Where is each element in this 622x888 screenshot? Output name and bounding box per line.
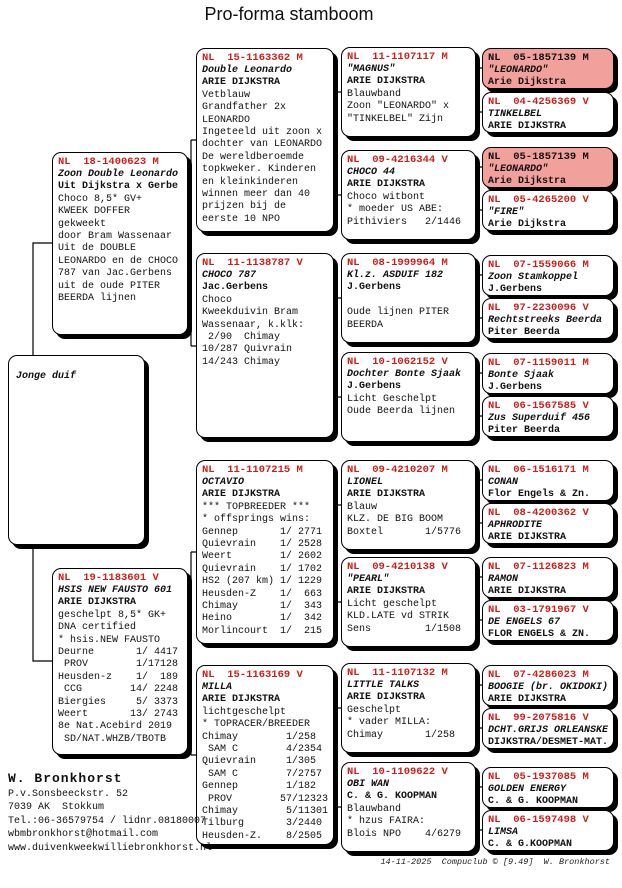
pigeon-name: "MAGNUS" — [347, 64, 396, 75]
ring-number: NL 08-1999964 M — [347, 257, 448, 269]
box-line: Deurne 1/ 4417 — [58, 647, 179, 659]
ring-number: NL 99-2075816 V — [488, 712, 589, 724]
box-gggp-10[interactable] — [482, 503, 614, 544]
ring-number: NL 15-1163362 M — [202, 52, 303, 64]
box-line: * moeder US ABE: — [347, 204, 444, 216]
box-ggp-5[interactable] — [341, 460, 476, 550]
box-line: 8e Nat.Acebird 2019 — [58, 721, 173, 733]
box-line: Gennep 1/182 — [202, 781, 317, 793]
pigeon-owner: ARIE DIJKSTRA — [347, 692, 426, 704]
box-line: Blois NPO 4/6279 — [347, 828, 462, 840]
ring-number: NL 11-1107215 M — [202, 464, 303, 476]
pigeon-name: "PEARL" — [347, 574, 390, 585]
box-line: Blauwband — [347, 803, 402, 815]
box-line: Heusden-Z. 8/2505 — [202, 830, 323, 842]
box-gggp-3[interactable] — [482, 147, 614, 188]
box-line: en kleinkinderen — [202, 176, 299, 188]
pigeon-name: "FIRE" — [488, 207, 525, 218]
ring-number: NL 10-1062152 V — [347, 356, 448, 368]
ring-number: NL 10-1109622 V — [347, 766, 448, 778]
box-line: Oude Beerda lijnen — [347, 406, 456, 418]
pigeon-name: CHOCO 44 — [347, 167, 396, 178]
box-gp-2[interactable] — [196, 253, 334, 438]
pigeon-name: Dochter Bonte Sjaak — [347, 369, 462, 380]
box-gggp-11[interactable] — [482, 557, 614, 598]
box-line: Quievrain 1/ 1702 — [202, 563, 323, 575]
box-line: eerste 10 NPO — [202, 213, 281, 225]
pigeon-name: LIMSA — [488, 827, 519, 838]
pigeon-owner: ARIE DIJKSTRA — [347, 489, 426, 501]
pigeon-name: OCTAVIO — [202, 477, 245, 488]
box-line: Blauw — [347, 501, 378, 513]
pigeon-name: LITTLE TALKS — [347, 680, 420, 691]
box-ggp-3[interactable] — [341, 253, 476, 343]
pigeon-name: GOLDEN ENERGY — [488, 784, 567, 795]
footer-credit: 14-11-2025 Compuclub © [9.49] W. Bronkhorst — [380, 857, 610, 867]
box-line: wbmbronkhorst@hotmail.com — [8, 829, 159, 841]
ring-number: NL 09-4216344 V — [347, 154, 448, 166]
pigeon-name: DE ENGELS 67 — [488, 617, 561, 628]
box-line: De wereldberoemde — [202, 151, 305, 163]
pigeon-owner: C. & G. KOOPMAN — [488, 796, 579, 808]
box-line: KLD.LATE vd STRIK — [347, 611, 450, 623]
box-line: * hsis.NEW FAUSTO — [58, 634, 161, 646]
ring-number: NL 06-1516171 M — [488, 464, 589, 476]
box-line: Chimay 5/11301 — [202, 806, 329, 818]
pigeon-name: "LEONARDO" — [488, 65, 549, 76]
box-sire[interactable] — [52, 152, 188, 335]
ring-number: NL 05-1937085 M — [488, 771, 589, 783]
box-gggp-4[interactable] — [482, 190, 614, 231]
box-line: Heusden-z 1/ 189 — [58, 671, 179, 683]
box-gggp-13[interactable] — [482, 665, 614, 706]
box-line: Pithiviers 2/1446 — [347, 216, 462, 228]
box-line: Chimay 1/258 — [347, 729, 456, 741]
pigeon-name: Bonte Sjaak — [488, 370, 555, 381]
ring-number: NL 05-1857139 M — [488, 52, 589, 64]
pigeon-owner: ARIE DIJKSTRA — [202, 694, 281, 706]
pigeon-owner: Flor Engels & Zn. — [488, 489, 591, 501]
pigeon-owner: J.Gerbens — [347, 282, 402, 294]
box-line: Geschelpt — [347, 704, 402, 716]
pigeon-name: DCHT.GRIJS ORLEANSKE — [488, 725, 609, 736]
ring-number: NL 05-4265200 V — [488, 194, 589, 206]
pigeon-name: Zus Superduif 456 — [488, 413, 591, 424]
box-gggp-7[interactable] — [482, 353, 614, 394]
box-ggp-2[interactable] — [341, 150, 476, 240]
pigeon-owner: C. & G. KOOPMAN — [347, 791, 438, 803]
box-line: LEONARDO — [202, 114, 251, 126]
ring-number: NL 06-1597498 V — [488, 814, 589, 826]
pigeon-owner: DIJKSTRA/DESMET-MAT. — [488, 737, 609, 749]
ring-number: NL 07-1126823 M — [488, 561, 589, 573]
box-gggp-9[interactable] — [482, 460, 614, 501]
pigeon-name: HSIS NEW FAUSTO 601 — [58, 585, 173, 596]
box-line: Vetblauw — [202, 89, 251, 101]
ring-number: NL 15-1163169 V — [202, 669, 303, 681]
box-line: prijzen bij de — [202, 201, 287, 213]
box-line: 2/90 Chimay — [202, 332, 281, 344]
pigeon-owner: FLOR ENGELS & ZN. — [488, 629, 591, 641]
pigeon-name: Double Leonardo — [202, 65, 293, 76]
box-line: Licht geschelpt — [347, 598, 438, 610]
pigeon-name: Zoon Stamkoppel — [488, 272, 579, 283]
box-ggp-6[interactable] — [341, 557, 476, 647]
box-line: Tilburg 3/2440 — [202, 818, 323, 830]
box-line: topkweker. Kinderen — [202, 164, 317, 176]
box-line: *** TOPBREEDER *** — [202, 501, 311, 513]
pigeon-owner: ARIE DIJKSTRA — [347, 76, 426, 88]
box-line: 10/287 Quivrain — [202, 344, 293, 356]
box-line: Gennep 1/ 2771 — [202, 526, 323, 538]
box-line: CCG 14/ 2248 — [58, 684, 179, 696]
subject-label: Jonge duif — [16, 371, 77, 382]
ring-number: NL 06-1567585 V — [488, 400, 589, 412]
box-line: HS2 (207 km) 1/ 1229 — [202, 576, 323, 588]
box-line: Kweekduivin Bram — [202, 307, 299, 319]
ring-number: NL 07-1159011 M — [488, 357, 589, 369]
pigeon-name: TINKELBEL — [488, 109, 543, 120]
box-gggp-8[interactable] — [482, 396, 614, 437]
box-line: Choco witbont — [347, 191, 426, 203]
pigeon-owner: ARIE DIJKSTRA — [488, 694, 567, 706]
box-line: PROV 1/17128 — [58, 659, 179, 671]
pigeon-owner: ARIE DIJKSTRA — [488, 532, 567, 544]
pigeon-owner: ARIE DIJKSTRA — [58, 597, 137, 609]
ring-number: NL 05-1857139 M — [488, 151, 589, 163]
pigeon-name: "LEONARDO" — [488, 164, 549, 175]
box-ggp-4[interactable] — [341, 352, 476, 442]
box-line: * vader MILLA: — [347, 717, 432, 729]
pigeon-name: APHRODITE — [488, 520, 543, 531]
pigeon-name: CONAN — [488, 477, 519, 488]
ring-number: NL 07-1559066 M — [488, 259, 589, 271]
box-line: 14/243 Chimay — [202, 356, 281, 368]
box-gggp-14[interactable] — [482, 708, 614, 749]
box-line: P.v.Sonsbeeckstr. 52 — [8, 789, 129, 800]
box-line: Weert 13/ 2743 — [58, 709, 179, 721]
box-line: door Bram Wassenaar — [58, 231, 173, 243]
owner-name: W. Bronkhorst — [8, 771, 123, 786]
pigeon-name: BOOGIE (br. OKIDOKI) — [488, 682, 609, 693]
box-line: winnen meer dan 40 — [202, 189, 311, 201]
pigeon-owner: ARIE DIJKSTRA — [202, 489, 281, 501]
pigeon-owner: Jac.Gerbens — [202, 282, 269, 294]
pigeon-name: OBI WAN — [347, 779, 390, 790]
pigeon-owner: C. & G.KOOPMAN — [488, 839, 573, 851]
box-gggp-5[interactable] — [482, 255, 614, 296]
pigeon-owner: ARIE DIJKSTRA — [347, 586, 426, 598]
ring-number: NL 97-2230096 V — [488, 302, 589, 314]
pigeon-owner: J.Gerbens — [488, 382, 543, 394]
box-line: Uit de DOUBLE — [58, 243, 137, 255]
box-line: Heino 1/ 342 — [202, 613, 323, 625]
box-gggp-15[interactable] — [482, 767, 614, 808]
ring-number: NL 07-4286023 M — [488, 669, 589, 681]
ring-number: NL 11-1107117 M — [347, 51, 448, 63]
pigeon-owner: J.Gerbens — [488, 284, 543, 296]
box-line: Quievrain 1/ 2528 — [202, 539, 323, 551]
box-gggp-1[interactable] — [482, 48, 614, 89]
box-line: uit de oude PITER — [58, 280, 161, 292]
pigeon-owner: Piter Beerda — [488, 327, 561, 339]
box-line: SD/NAT.WHZB/TBOTB — [58, 733, 167, 745]
box-ggp-7[interactable] — [341, 663, 476, 753]
box-line: KLZ. DE BIG BOOM — [347, 514, 444, 526]
box-line: Sens 1/1508 — [347, 623, 462, 635]
box-gggp-12[interactable] — [482, 600, 614, 641]
box-line: Choco — [202, 294, 233, 306]
box-line: Zoon "LEONARDO" x — [347, 101, 450, 113]
box-dam[interactable] — [52, 568, 188, 755]
box-ggp-8[interactable] — [341, 762, 476, 852]
box-line: Heusden-Z 1/ 663 — [202, 588, 323, 600]
ring-number: NL 09-4210207 M — [347, 464, 448, 476]
ring-number: NL 09-4210138 V — [347, 561, 448, 573]
box-gggp-6[interactable] — [482, 298, 614, 339]
ring-number: NL 19-1183601 V — [58, 572, 159, 584]
pigeon-name: MILLA — [202, 682, 233, 693]
pigeon-owner: ARIE DIJKSTRA — [488, 121, 567, 133]
box-line: Tel.:06-36579754 / lidnr.08180007 — [8, 815, 207, 827]
box-line: dochter van LEONARDO — [202, 139, 323, 151]
box-gp-3[interactable] — [196, 460, 334, 644]
pigeon-name: RAMON — [488, 574, 519, 585]
pigeon-name: CHOCO 787 — [202, 270, 257, 281]
box-line: KWEEK DOFFER — [58, 206, 131, 218]
box-gp-1[interactable] — [196, 48, 334, 232]
box-line: Choco 8,5* GV+ — [58, 193, 143, 205]
box-line: Licht Geschelpt — [347, 393, 438, 405]
box-gggp-2[interactable] — [482, 92, 614, 133]
pigeon-owner: Uit Dijkstra x Gerbe — [58, 181, 179, 193]
box-line: PROV 57/12323 — [202, 793, 329, 805]
pigeon-owner: Arie Dijkstra — [488, 77, 567, 89]
pigeon-name: Rechtstreeks Beerda — [488, 315, 603, 326]
pigeon-owner: J.Gerbens — [347, 381, 402, 393]
box-line: Quievrain 1/305 — [202, 756, 317, 768]
box-line: Blauwband — [347, 88, 402, 100]
box-line: Chimay 1/ 343 — [202, 601, 323, 613]
box-line: Boxtel 1/5776 — [347, 526, 462, 538]
box-line: Biergies 5/ 3373 — [58, 696, 179, 708]
box-line: gekweekt — [58, 218, 107, 230]
pigeon-owner: Arie Dijkstra — [488, 176, 567, 188]
ring-number: NL 11-1138787 V — [202, 257, 303, 269]
ring-number: NL 04-4256369 V — [488, 96, 589, 108]
pigeon-owner: Arie Dijkstra — [488, 219, 567, 231]
box-gggp-16[interactable] — [482, 810, 614, 851]
pigeon-name: Kl.z. ASDUIF 182 — [347, 270, 444, 281]
ring-number: NL 08-4200362 V — [488, 507, 589, 519]
box-line: * offsprings wins: — [202, 514, 311, 526]
box-line: Wassenaar, k.klk: — [202, 319, 305, 331]
pigeon-owner: ARIE DIJKSTRA — [347, 179, 426, 191]
box-line: SAM C 4/2354 — [202, 744, 323, 756]
box-line: www.duivenkweekwilliebronkhorst.nl — [8, 842, 213, 854]
box-line: BEERDA lijnen — [58, 293, 137, 305]
box-line: "TINKELBEL" Zijn — [347, 113, 444, 125]
box-line: Grandfather 2x — [202, 102, 287, 114]
pigeon-owner: ARIE DIJKSTRA — [488, 586, 567, 598]
box-line: LEONARDO en de CHOCO — [58, 255, 179, 267]
pigeon-name: LIONEL — [347, 477, 384, 488]
box-line: Ingeteeld uit zoon x — [202, 127, 323, 139]
box-ggp-1[interactable] — [341, 47, 476, 137]
pigeon-name: Zoon Double Leonardo — [58, 169, 179, 180]
box-line: SAM C 7/2757 — [202, 768, 323, 780]
ring-number: NL 18-1400623 M — [58, 156, 159, 168]
box-line: Oude lijnen PITER — [347, 307, 450, 319]
box-line: Weert 1/ 2602 — [202, 551, 323, 563]
box-line: Chimay 1/258 — [202, 731, 317, 743]
box-line: * hzus FAIRA: — [347, 816, 426, 828]
pigeon-owner: ARIE DIJKSTRA — [202, 77, 281, 89]
box-line: lichtgeschelpt — [202, 706, 287, 718]
page-title: Pro-forma stamboom — [204, 4, 374, 24]
box-subject[interactable] — [8, 355, 145, 545]
box-line: DNA certified — [58, 622, 137, 634]
box-line: 787 van Jac.Gerbens — [58, 268, 173, 280]
box-line: geschelpt 8,5* GK+ — [58, 609, 167, 621]
owner-block — [8, 770, 238, 855]
ring-number: NL 03-1791967 V — [488, 604, 589, 616]
box-line: * TOPRACER/BREEDER — [202, 719, 311, 731]
box-line: BEERDA — [347, 319, 384, 331]
box-line — [347, 295, 470, 307]
box-line: 7039 AK Stokkum — [8, 802, 105, 814]
pigeon-owner: Piter Beerda — [488, 425, 561, 437]
box-line: Morlincourt 1/ 215 — [202, 625, 323, 637]
ring-number: NL 11-1107132 M — [347, 667, 448, 679]
